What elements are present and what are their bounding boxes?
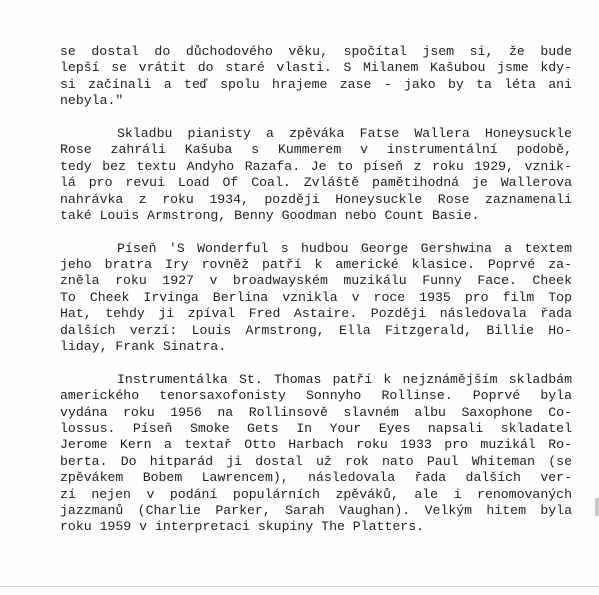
body-text [60,44,572,536]
text-line: se dostal do důchodového věku, spočítal jsem si, že bude [60,44,572,59]
text-line: lossus. Píseň Smoke Gets In Your Eyes napsali skladatel [60,420,572,436]
text-line: roku 1959 v interpretaci skupiny The Platters. [60,519,425,535]
page-bottom-edge [0,586,599,587]
text-line: si začínali a teď spolu hrajeme zase - jako by ta léta ani [60,76,572,92]
text-line: lá pro revui Load Of Coal. Zvláště pamětihodná je Wallerova [60,175,572,191]
scan-edge-mark [595,498,599,516]
text-line: Skladbu pianisty a zpěváka Fatse Wallera Honeysuckle [117,125,572,141]
text-line: lepší se vrátit do staré vlasti. S Milanem Kašubou jsme kdy- [60,60,572,76]
text-line: také Louis Armstrong, Benny Goodman nebo Count Basie. [60,207,480,223]
text-line: Rose zahráli Kašuba s Kummerem v instrumentální podobě, [60,142,572,158]
text-line: zněla roku 1927 v broadwayském muzikálu Funny Face. Cheek [60,273,572,289]
text-line: vydána roku 1956 na Rollinsově slavném albu Saxophone Co- [60,404,572,420]
text-line: tedy bez textu Andyho Razafa. Je to píseň z roku 1929, vznik- [60,158,572,174]
paragraph-st-thomas [60,372,572,536]
text-line: nebyla." [60,93,124,109]
text-line: amerického tenorsaxofonisty Sonnyho Rollinse. Poprvé byla [60,388,572,404]
text-line: berta. Do hitparád ji dostal už rok nato Paul Whiteman (se [60,453,572,469]
text-line: Hat, tehdy ji zpíval Fred Astaire. Později následovala řada [60,306,572,322]
text-line: Píseň 'S Wonderful s hudbou George Gershwina a textem [117,240,572,256]
text-line: Jerome Kern a textař Otto Harbach roku 1933 pro muzikál Ro- [60,437,572,453]
paragraph-s-wonderful [60,241,572,356]
text-line: jeho bratra Iry rovněž patří k americké klasice. Poprvé za- [60,257,572,273]
text-line: zí nejen v podání populárních zpěváků, ale i renomovaných [60,486,572,502]
text-line: Instrumentálka St. Thomas patří k nejznámějším skladbám [117,371,572,387]
text-line: To Cheek Irvinga Berlina vznikla v roce 1935 pro film Top [60,289,572,305]
text-line: liday, Frank Sinatra. [60,339,227,355]
text-line: jazzmanů (Charlie Parker, Sarah Vaughan). Velkým hitem byla [60,502,572,518]
text-line: zpěvákem Bobem Lawrencem), následovala řada dalších ver- [60,470,572,486]
text-line: nahrávka z roku 1934, později Honeysuckle Rose zaznamenali [60,191,572,207]
paragraph-honeysuckle-rose [60,126,572,224]
paragraph-quote-ending [60,44,572,110]
text-line: dalších verzí: Louis Armstrong, Ella Fitzgerald, Billie Ho- [60,322,572,338]
